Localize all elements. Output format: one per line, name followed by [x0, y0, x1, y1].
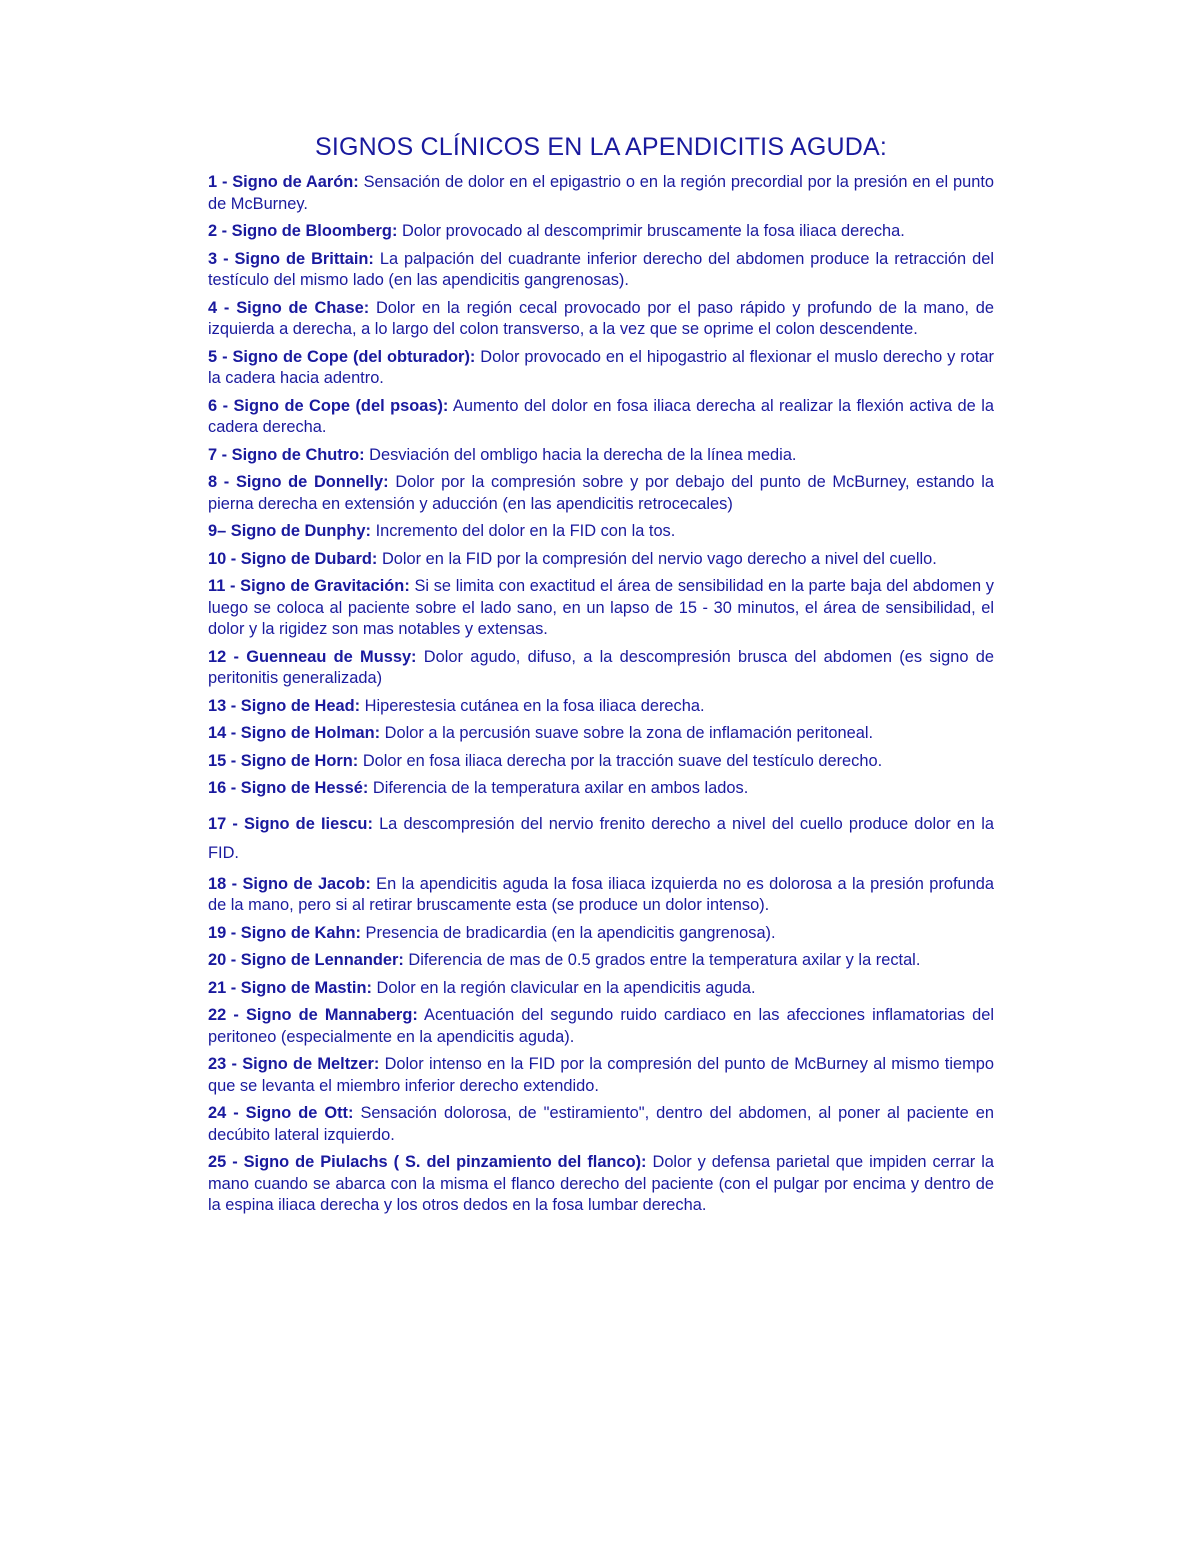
sign-description: Desviación del ombligo hacia la derecha de la línea media.: [364, 445, 797, 464]
sign-description: Presencia de bradicardia (en la apendicitis gangrenosa).: [361, 923, 776, 942]
sign-entry-6: [208, 396, 994, 439]
sign-label: 8 - Signo de Donnelly:: [208, 473, 389, 491]
sign-entry-22: [208, 1005, 994, 1048]
sign-entry-7: [208, 445, 994, 467]
sign-entry-14: [208, 723, 994, 745]
sign-entry-1: [208, 172, 994, 215]
sign-entry-20: [208, 950, 994, 972]
sign-label: 5 - Signo de Cope (del obturador):: [208, 347, 476, 366]
sign-description: Dolor agudo, difuso, a la descompresión brusca del abdomen (es signo de peritonitis generalizada): [208, 647, 994, 687]
sign-label: 17 - Signo de Iiescu:: [208, 814, 373, 833]
sign-description: Si se limita con exactitud el área de sensibilidad en la parte baja del abdomen y luego se coloca al paciente sobre el lado sano, en un lapso de 15 - 30 minutos, el área de sensibilidad, el dolor y la rigidez son mas notables y extensas.: [208, 577, 994, 638]
sign-label: 22 - Signo de Mannaberg:: [208, 1006, 418, 1024]
sign-entry-25: [208, 1152, 994, 1217]
sign-label: 24 - Signo de Ott:: [208, 1104, 354, 1122]
sign-label: 12 - Guenneau de Mussy:: [208, 647, 417, 666]
sign-label: 11 - Signo de Gravitación:: [208, 577, 410, 595]
sign-entry-16: [208, 778, 994, 800]
sign-entry-17: [208, 810, 994, 868]
document-page: [208, 130, 994, 1223]
sign-description: En la apendicitis aguda la fosa iliaca izquierda no es dolorosa a la presión profunda de la mano, pero si al retirar bruscamente esta (se produce un dolor intenso).: [208, 874, 994, 914]
sign-description: Dolor y defensa parietal que impiden cerrar la mano cuando se abarca con la misma el flanco derecho del paciente (con el pulgar por encima y dentro de la espina iliaca derecha y los otros dedos en la fosa lumbar derecha.: [208, 1153, 994, 1214]
sign-label: 25 - Signo de Piulachs ( S. del pinzamiento del flanco):: [208, 1153, 647, 1171]
sign-label: 1 - Signo de Aarón:: [208, 173, 359, 191]
sign-label: 3 - Signo de Brittain:: [208, 249, 374, 268]
sign-description: Hiperestesia cutánea en la fosa iliaca derecha.: [360, 696, 705, 715]
sign-description: La descompresión del nervio frenito derecho a nivel del cuello produce dolor en la FID.: [208, 814, 994, 862]
sign-label: 20 - Signo de Lennander:: [208, 951, 404, 969]
sign-label: 9– Signo de Dunphy:: [208, 522, 372, 540]
sign-entry-10: [208, 549, 994, 571]
sign-label: 14 - Signo de Holman:: [208, 724, 381, 742]
sign-entry-11: [208, 576, 994, 641]
sign-label: 2 - Signo de Bloomberg:: [208, 222, 398, 240]
sign-entry-21: [208, 978, 994, 1000]
sign-entry-18: [208, 874, 994, 917]
sign-description: Incremento del dolor en la FID con la tos.: [371, 522, 676, 540]
sign-label: 10 - Signo de Dubard:: [208, 549, 378, 568]
sign-description: Sensación de dolor en el epigastrio o en la región precordial por la presión en el punto de McBurney.: [208, 173, 994, 213]
sign-entry-13: [208, 696, 994, 718]
sign-description: Dolor en fosa iliaca derecha por la tracción suave del testículo derecho.: [358, 751, 883, 770]
sign-description: Acentuación del segundo ruido cardiaco en las afecciones inflamatorias del peritoneo (especialmente en la apendicitis aguda).: [208, 1006, 994, 1046]
sign-description: Dolor intenso en la FID por la compresión del punto de McBurney al mismo tiempo que se levanta el miembro inferior derecho extendido.: [208, 1055, 994, 1095]
sign-label: 4 - Signo de Chase:: [208, 298, 370, 317]
sign-description: Dolor por la compresión sobre y por debajo del punto de McBurney, estando la pierna derecha en extensión y aducción (en las apendicitis retrocecales): [208, 473, 994, 513]
sign-label: 18 - Signo de Jacob:: [208, 874, 371, 893]
sign-entry-24: [208, 1103, 994, 1146]
sign-description: Dolor provocado al descomprimir bruscamente la fosa iliaca derecha.: [397, 222, 905, 240]
sign-description: Dolor en la región clavicular en la apendicitis aguda.: [371, 978, 756, 997]
sign-label: 13 - Signo de Head:: [208, 696, 361, 715]
sign-description: Aumento del dolor en fosa iliaca derecha al realizar la flexión activa de la cadera derecha.: [208, 396, 995, 436]
sign-label: 15 - Signo de Horn:: [208, 751, 359, 770]
sign-label: 23 - Signo de Meltzer:: [208, 1055, 380, 1073]
sign-entry-23: [208, 1054, 994, 1097]
sign-description: Diferencia de mas de 0.5 grados entre la temperatura axilar y la rectal.: [403, 951, 921, 969]
sign-description: Dolor a la percusión suave sobre la zona de inflamación peritoneal.: [380, 724, 874, 742]
sign-entry-3: [208, 249, 994, 292]
sign-entry-9: [208, 521, 994, 543]
sign-entry-8: [208, 472, 994, 515]
sign-label: 6 - Signo de Cope (del psoas):: [208, 396, 449, 415]
sign-description: Sensación dolorosa, de "estiramiento", dentro del abdomen, al poner al paciente en decúbito lateral izquierdo.: [208, 1104, 995, 1144]
sign-description: Dolor en la región cecal provocado por el paso rápido y profundo de la mano, de izquierda a derecha, a lo largo del colon transverso, a la vez que se oprime el colon descendente.: [208, 298, 994, 338]
sign-description: Dolor provocado en el hipogastrio al flexionar el muslo derecho y rotar la cadera hacia adentro.: [208, 347, 994, 387]
sign-entry-2: [208, 221, 994, 243]
sign-label: 21 - Signo de Mastin:: [208, 978, 372, 997]
sign-description: La palpación del cuadrante inferior derecho del abdomen produce la retracción del testículo del mismo lado (en las apendicitis gangrenosas).: [208, 249, 994, 289]
document-title: SIGNOS CLÍNICOS EN LA APENDICITIS AGUDA:: [314, 133, 888, 161]
sign-entry-12: [208, 647, 994, 690]
sign-entry-4: [208, 298, 994, 341]
sign-label: 19 - Signo de Kahn:: [208, 923, 361, 942]
sign-entry-19: [208, 923, 994, 945]
sign-description: Diferencia de la temperatura axilar en ambos lados.: [368, 779, 749, 797]
sign-label: 7 - Signo de Chutro:: [208, 445, 365, 464]
sign-label: 16 - Signo de Hessé:: [208, 779, 369, 797]
sign-entry-5: [208, 347, 994, 390]
sign-description: Dolor en la FID por la compresión del nervio vago derecho a nivel del cuello.: [377, 549, 937, 568]
sign-entry-15: [208, 751, 994, 773]
